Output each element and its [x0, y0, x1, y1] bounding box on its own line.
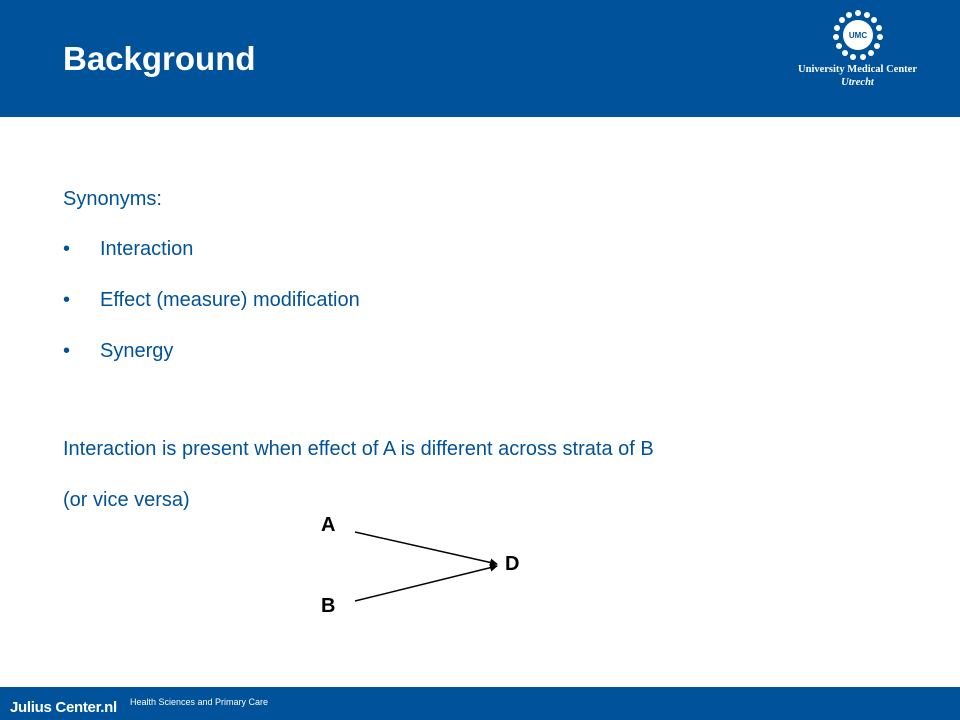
interaction-statement: Interaction is present when effect of A is different across strata of B: [63, 438, 654, 460]
node-d: D: [505, 553, 520, 575]
logo-name: University Medical Center: [798, 64, 917, 75]
interaction-statement-note: (or vice versa): [63, 489, 190, 511]
synonyms-label: Synonyms:: [63, 188, 162, 210]
arrow-a-to-d: [355, 532, 497, 564]
bullet-synergy: Synergy: [100, 340, 174, 362]
arrow-b-to-d: [355, 566, 497, 601]
umc-sunburst-icon: [833, 10, 883, 60]
bullet-marker: •: [63, 289, 71, 311]
slide-footer: [0, 687, 960, 720]
footer-subtitle: Health Sciences and Primary Care: [130, 697, 269, 707]
slide-title: Background: [63, 40, 256, 77]
footer-brand: Julius Center.nl: [10, 699, 117, 716]
umc-mark-text: UMC: [848, 31, 868, 40]
bullet-marker: •: [63, 238, 71, 260]
umc-logo: [790, 10, 925, 90]
logo-city: Utrecht: [841, 77, 874, 88]
bullet-interaction: Interaction: [100, 238, 194, 260]
bullet-effect-modification: Effect (measure) modification: [100, 289, 360, 311]
node-b: B: [321, 595, 336, 617]
bullet-marker: •: [63, 340, 71, 362]
node-a: A: [321, 514, 336, 536]
slide-header: [0, 0, 960, 117]
